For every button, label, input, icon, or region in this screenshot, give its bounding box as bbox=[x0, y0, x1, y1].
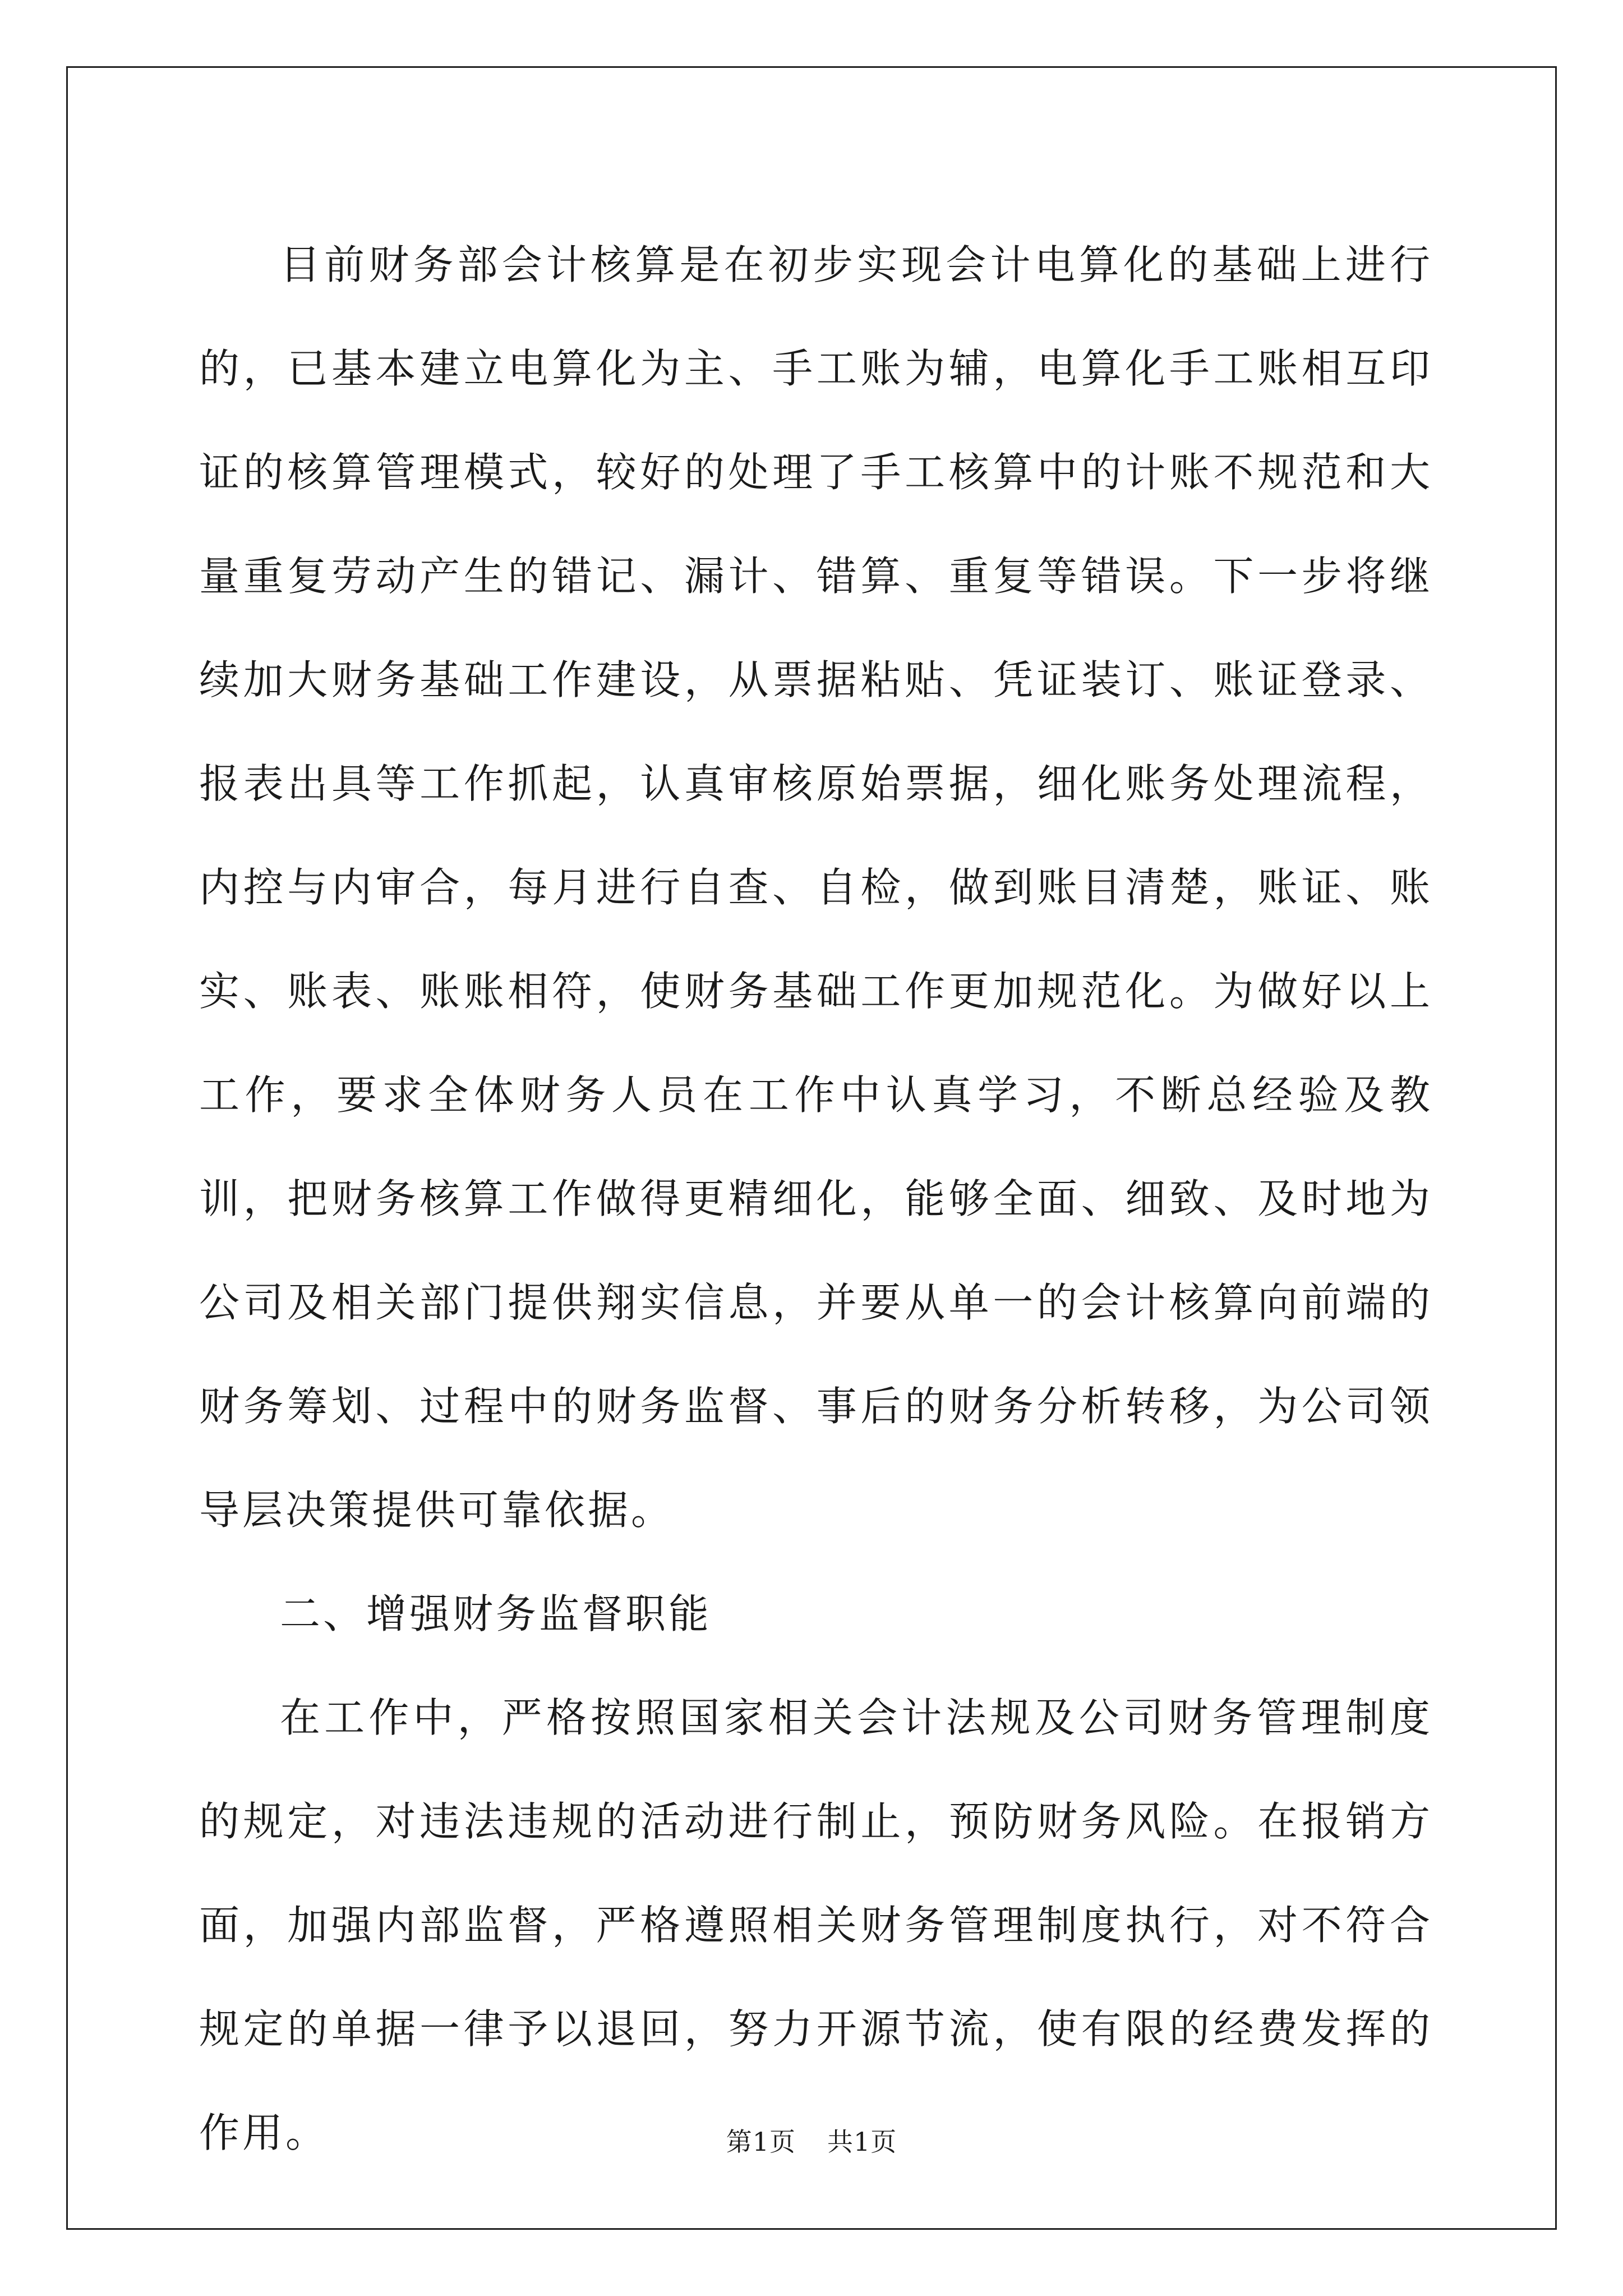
document-body bbox=[199, 213, 1433, 2185]
page-footer bbox=[0, 2125, 1623, 2159]
section-heading-supervision: 二、增强财务监督职能 bbox=[280, 1590, 712, 1637]
paragraph-supervision: 在工作中，严格按照国家相关会计法规及公司财务管理制度的规定，对违法违规的活动进行制止，预防财务风险。在报销方面，加强内部监督，严格遵照相关财务管理制度执行，对不符合规定的单据一律予以退回，努力开源节流，使有限的经费发挥的作用。 bbox=[199, 1694, 1433, 2156]
paragraph-accounting: 目前财务部会计核算是在初步实现会计电算化的基础上进行的，已基本建立电算化为主、手工账为辅，电算化手工账相互印证的核算管理模式，较好的处理了手工核算中的计账不规范和大量重复劳动产生的错记、漏计、错算、重复等错误。下一步将继续加大财务基础工作建设，从票据粘贴、凭证装订、账证登录、报表出具等工作抓起，认真审核原始票据，细化账务处理流程，内控与内审合，每月进行自查、自检，做到账目清楚，账证、账实、账表、账账相符，使财务基础工作更加规范化。为做好以上工作，要求全体财务人员在工作中认真学习，不断总经验及教训，把财务核算工作做得更精细化，能够全面、细致、及时地为公司及相关部门提供翔实信息，并要从单一的会计核算向前端的财务筹划、过程中的财务监督、事后的财务分析转移，为公司领导层决策提供可靠依据。 bbox=[199, 241, 1433, 1534]
page-total: 共1页 bbox=[827, 2127, 897, 2157]
page-number: 第1页 bbox=[726, 2127, 796, 2157]
